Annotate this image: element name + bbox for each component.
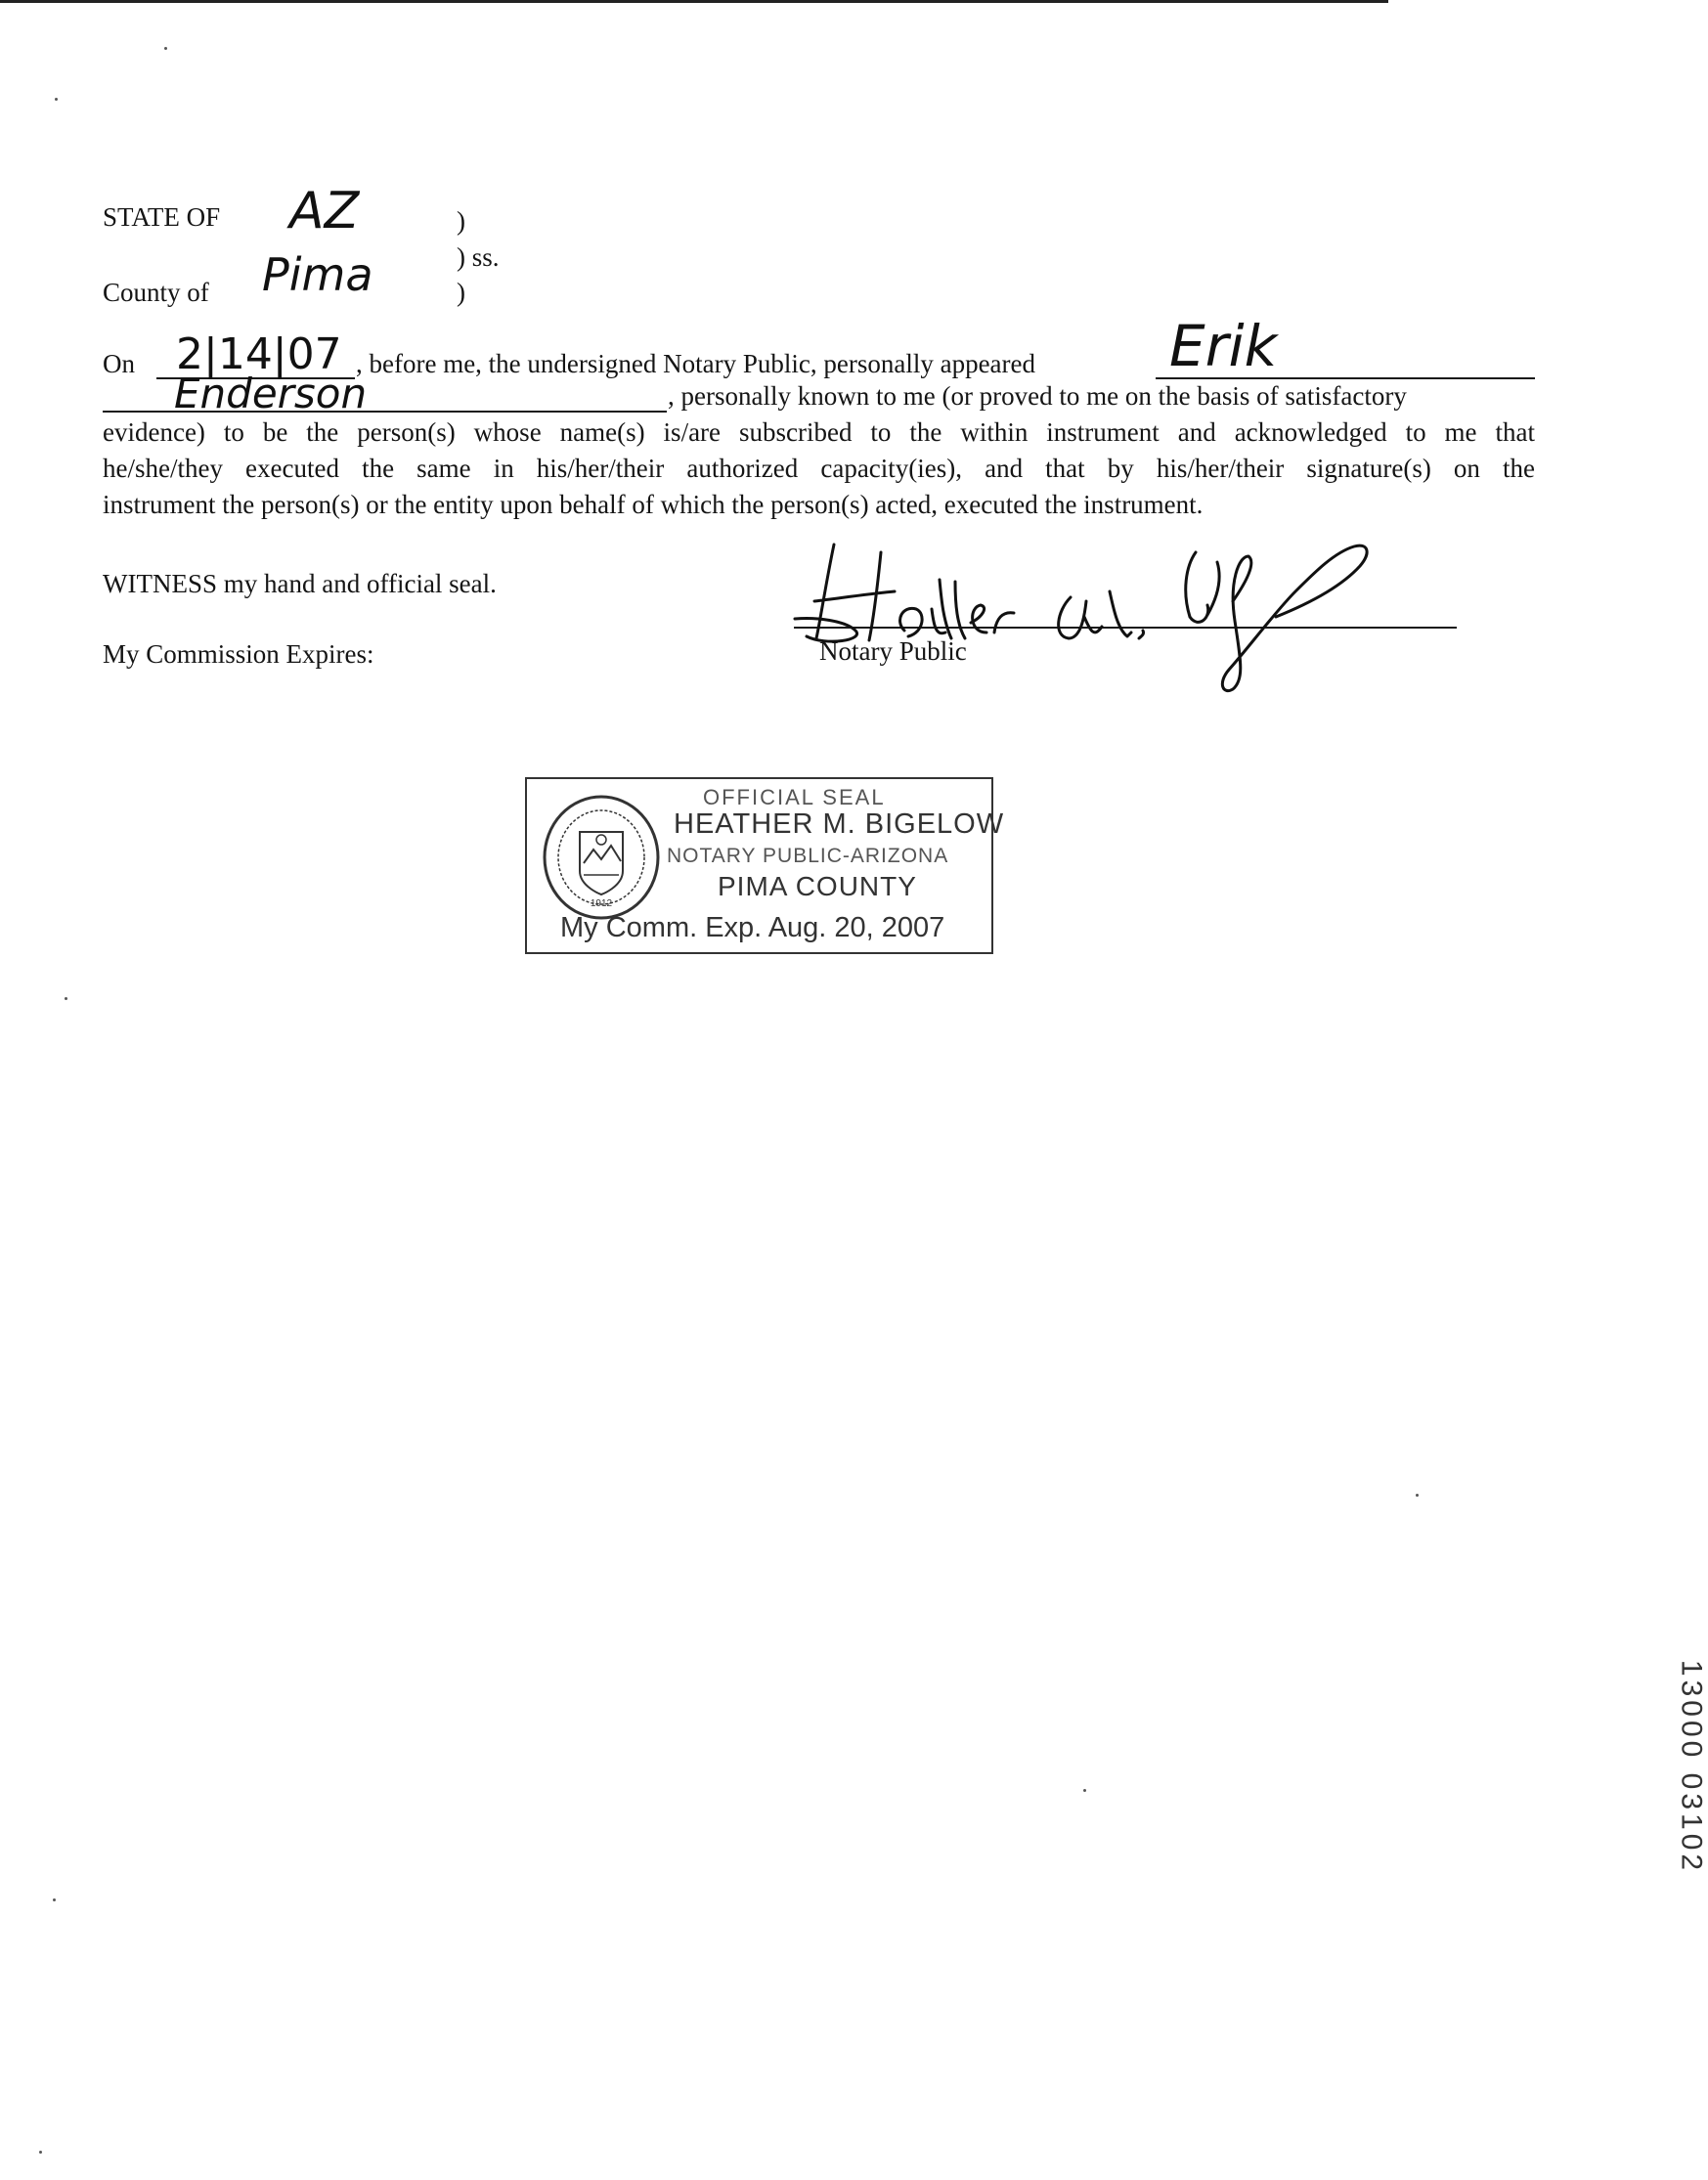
scan-speck bbox=[55, 98, 58, 101]
seal-line-notary-name: HEATHER M. BIGELOW bbox=[674, 808, 1005, 840]
state-label: STATE OF bbox=[103, 202, 221, 232]
date-value-handwritten: 2|14|07 bbox=[176, 329, 342, 379]
last-name-handwritten: Enderson bbox=[174, 370, 368, 417]
scan-speck bbox=[1416, 1494, 1419, 1497]
ack-line-3: evidence) to be the person(s) whose name(s) is/are subscribed to the within instrument and acknowledged to me that bbox=[103, 417, 1535, 447]
seal-line-notary-public-arizona: NOTARY PUBLIC-ARIZONA bbox=[667, 845, 949, 867]
page-stamp-number-text: 13000 03102 bbox=[1675, 1659, 1708, 1875]
ack-paragraph-body bbox=[103, 414, 1535, 523]
witness-text: WITNESS my hand and official seal. bbox=[103, 569, 497, 598]
ack-line-5: instrument the person(s) or the entity upon behalf of which the person(s) acted, executed the instrument. bbox=[103, 490, 1204, 519]
seal-emblem-year: 1912 bbox=[590, 898, 613, 909]
scan-speck bbox=[39, 2151, 42, 2154]
ack-text-1: , before me, the undersigned Notary Public, personally appeared bbox=[356, 349, 1036, 378]
seal-line-pima-county: PIMA COUNTY bbox=[718, 871, 917, 901]
county-label: County of bbox=[103, 278, 209, 307]
on-label: On bbox=[103, 349, 135, 378]
venue-paren-1: ) bbox=[457, 206, 465, 236]
venue-paren-3: ) bbox=[457, 278, 465, 307]
commission-expires-label: My Commission Expires: bbox=[103, 639, 374, 669]
ss-label: ) ss. bbox=[457, 242, 500, 272]
notary-signature bbox=[787, 523, 1393, 699]
official-seal-stamp bbox=[525, 777, 1005, 954]
ack-text-2: , personally known to me (or proved to me on the basis of satisfactory bbox=[668, 381, 1407, 411]
state-value-handwritten: AZ bbox=[289, 182, 360, 240]
ack-line-4: he/she/they executed the same in his/her/their authorized capacity(ies), and that by his/her/their signature(s) on the bbox=[103, 454, 1535, 483]
seal-line-commission-expiration: My Comm. Exp. Aug. 20, 2007 bbox=[560, 912, 945, 943]
scan-speck bbox=[164, 47, 167, 50]
scan-speck bbox=[65, 997, 67, 1000]
top-border-line bbox=[0, 0, 1388, 3]
scan-speck bbox=[1083, 1789, 1086, 1792]
first-name-handwritten: Erik bbox=[1169, 313, 1278, 379]
scan-speck bbox=[53, 1898, 56, 1901]
county-value-handwritten: Pima bbox=[262, 248, 373, 301]
notary-public-label: Notary Public bbox=[819, 636, 967, 666]
arizona-state-seal-emblem bbox=[541, 793, 662, 922]
seal-line-official-seal: OFFICIAL SEAL bbox=[703, 785, 886, 809]
